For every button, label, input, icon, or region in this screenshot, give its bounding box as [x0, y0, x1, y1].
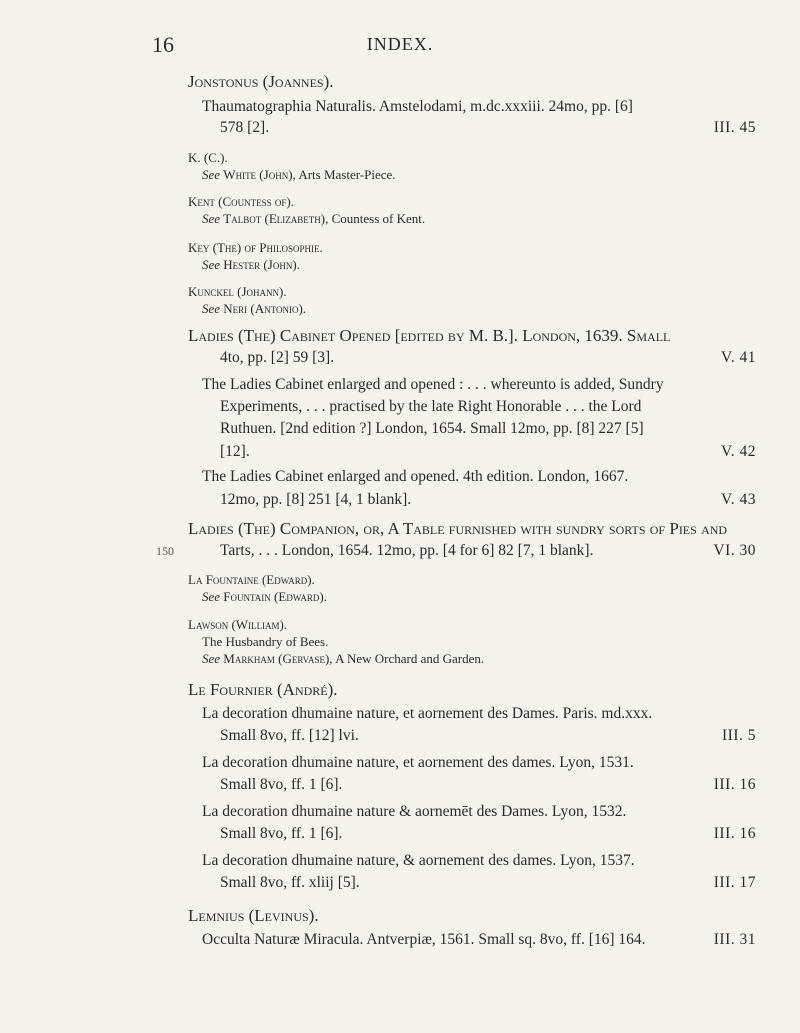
work-line: La decoration dhumaine nature, et aornement des dames. Lyon, 1531.	[202, 754, 634, 771]
volume-reference: V. 42	[721, 443, 756, 460]
work-line: The Ladies Cabinet enlarged and opened : . . . whereunto is added, Sundry	[202, 376, 664, 393]
see-reference	[202, 211, 425, 227]
volume-reference: III. 16	[713, 825, 756, 842]
see-word: See	[202, 257, 221, 272]
see-word: See	[202, 167, 221, 182]
work-line: 578 [2].	[220, 119, 270, 136]
entry-note: The Husbandry of Bees.	[202, 634, 329, 649]
running-head: INDEX.	[366, 34, 434, 54]
volume-reference: III. 17	[713, 874, 756, 891]
see-reference	[202, 651, 484, 667]
volume-reference: VI. 30	[713, 542, 756, 559]
page-header	[0, 32, 800, 60]
see-name: Talbot (Elizabeth),	[223, 211, 329, 226]
see-word: See	[202, 651, 221, 666]
see-name: Neri (Antonio).	[223, 301, 307, 316]
margin-number: 150	[156, 544, 174, 558]
see-reference	[202, 257, 300, 273]
see-rest: A New Orchard and Garden.	[332, 651, 485, 666]
see-name: Hester (John).	[223, 257, 300, 272]
entry-heading-key: Key (The) of Philosophie.	[188, 240, 323, 255]
see-reference	[202, 167, 396, 183]
work-line: 12mo, pp. [8] 251 [4, 1 blank].	[220, 491, 412, 508]
entry-heading-kent: Kent (Countess of).	[188, 194, 294, 209]
work-line: [12].	[220, 443, 250, 460]
see-reference	[202, 589, 327, 605]
entry-heading-la-fountaine: La Fountaine (Edward).	[188, 572, 315, 587]
entry-heading-kc: K. (C.).	[188, 150, 228, 165]
work-line: Occulta Naturæ Miracula. Antverpiæ, 1561. Small sq. 8vo, ff. [16] 164.	[202, 931, 646, 948]
work-line: Ruthuen. [2nd edition ?] London, 1654. Small 12mo, pp. [8] 227 [5]	[220, 420, 644, 437]
work-line: Tarts, . . . London, 1654. 12mo, pp. [4 for 6] 82 [7, 1 blank].	[220, 542, 594, 559]
work-line: Small 8vo, ff. [12] lvi.	[220, 727, 359, 744]
entry-heading-le-fournier: Le Fournier (André).	[188, 680, 338, 699]
volume-reference: III. 16	[713, 776, 756, 793]
entry-heading-ladies-companion: Ladies (The) Companion, or, A Table furnished with sundry sorts of Pies and	[188, 519, 728, 538]
see-rest: Arts Master-Piece.	[295, 167, 396, 182]
work-line: La decoration dhumaine nature & aornemēt des Dames. Lyon, 1532.	[202, 803, 627, 820]
work-line: La decoration dhumaine nature, & aornement des dames. Lyon, 1537.	[202, 852, 635, 869]
see-word: See	[202, 301, 221, 316]
work-line: Experiments, . . . practised by the late Right Honorable . . . the Lord	[220, 398, 642, 415]
see-name: Fountain (Edward).	[223, 589, 327, 604]
work-line: Thaumatographia Naturalis. Amstelodami, m.dc.xxxiii. 24mo, pp. [6]	[202, 98, 633, 115]
entry-heading-ladies-cabinet: Ladies (The) Cabinet Opened [edited by M. B.]. London, 1639. Small	[188, 326, 671, 345]
entry-heading-lemnius: Lemnius (Levinus).	[188, 906, 319, 925]
work-line: Small 8vo, ff. 1 [6].	[220, 776, 343, 793]
work-line: Small 8vo, ff. 1 [6].	[220, 825, 343, 842]
volume-reference: III. 45	[713, 119, 756, 136]
volume-reference: III. 31	[713, 931, 756, 948]
entry-heading-jonstonus: Jonstonus (Joannes).	[188, 72, 334, 91]
work-line: The Ladies Cabinet enlarged and opened. 4th edition. London, 1667.	[202, 468, 629, 485]
work-line: Small 8vo, ff. xliij [5].	[220, 874, 360, 891]
volume-reference: III. 5	[722, 727, 756, 744]
see-reference	[202, 301, 306, 317]
see-rest: Countess of Kent.	[328, 211, 426, 226]
see-word: See	[202, 589, 221, 604]
see-name: White (John),	[223, 167, 296, 182]
see-word: See	[202, 211, 221, 226]
volume-reference: V. 41	[721, 349, 756, 366]
work-line: La decoration dhumaine nature, et aornement des Dames. Paris. md.xxx.	[202, 705, 653, 722]
page-number: 16	[152, 32, 174, 57]
volume-reference: V. 43	[721, 491, 756, 508]
entry-heading-lawson: Lawson (William).	[188, 617, 288, 632]
entry-heading-kunckel: Kunckel (Johann).	[188, 284, 287, 299]
work-line: 4to, pp. [2] 59 [3].	[220, 349, 335, 366]
see-name: Markham (Gervase),	[223, 651, 333, 666]
